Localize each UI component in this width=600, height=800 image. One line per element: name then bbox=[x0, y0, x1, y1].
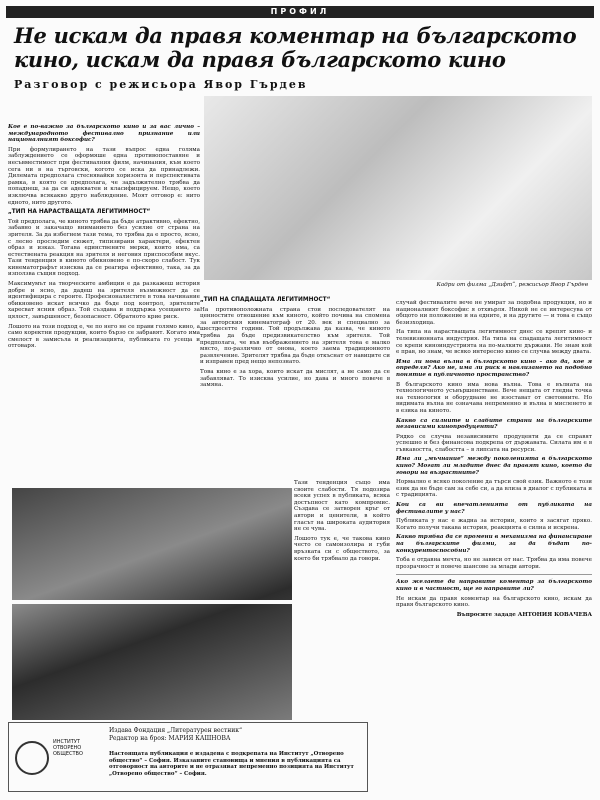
subtitle: Разговор с режисьора Явор Гърдев bbox=[14, 78, 308, 91]
divider bbox=[396, 574, 592, 575]
paragraph: Лошото тук е, че такова кино често се самоизолира и губи връзката си с обществото, за което би трябвало да говори. bbox=[294, 535, 390, 562]
article-column-2-continued bbox=[294, 480, 390, 714]
article-column-2 bbox=[200, 294, 390, 480]
logo-text: ИНСТИТУТ ОТВОРЕНО ОБЩЕСТВО bbox=[53, 739, 83, 757]
photo-separator bbox=[12, 600, 292, 604]
paragraph: Лошото на този подход е, че по него не се прави голямо кино, а само коректни продукции, които бързо се забравят. Когато има смелост в замисъла и реализацията, публиката го усеща и отговаря. bbox=[8, 323, 200, 350]
question: Ако желаете да направите коментар за българското кино и в частност, ще го направите ли? bbox=[396, 579, 592, 592]
paragraph: Той предполага, че киното трябва да бъде атрактивно, ефектно, забавно и закачащо вниманието без усилие от страна на зрителя. За да избегнем тази тема, то трябва да е просто, ясно, с лесно проследим сюжет, типизирани характери, ефектен образ и изказ. Тогава единствените мерки, които има, са естествената реакция на зрителя и неговия приспособим вкус. Тази тенденция в киното обикновено е по-скоро слабост. Тук кинематографът изисква да се реагира ефективно, така, за да използва същия подход. bbox=[8, 218, 200, 278]
paragraph: При формулирането на тази въпрос една голяма заблуждението се оформяше една противопоставяне и несъвместимост при фестивалния филм, начинания, към което сега ни в на търговски, когото се иска да принадлежи. Дилемата предполага стеснявайки хоризонта и перспективата рамка, в която се предполага, че задължително трябва да попаднеш, за да си адекватен и класифицируем. Нещо, което изключва всякакво друго наблюдение. Моят отговор е: нито едното, нито другото. bbox=[8, 146, 200, 206]
section-rubric: ПРОФИЛ bbox=[6, 6, 594, 18]
section-heading: „ТИП НА НАРАСТВАЩАТА ЛЕГИТИМНОСТ“ bbox=[8, 209, 151, 216]
headline: Не искам да правя коментар на българското кино, искам да правя българското кино bbox=[14, 23, 577, 72]
paragraph: В българското кино има нова вълна. Това е вълната на технологичното усъвършенстване. Вече нещата от гледна точка на технология и оборудване не изостават от световните. Но видимата вълна не означава непременно и вълна в мисленето и в езика на киното. bbox=[396, 381, 592, 414]
paragraph: Рядко се случва независимите продуценти да се справят успешно и без финансова подкрепа от държавата. Силата им е в гъвкавостта, слабостта – в липсата на ресурси. bbox=[396, 433, 592, 453]
film-still-top-photo bbox=[204, 96, 592, 280]
interviewer-signature: Въпросите зададе АНТОНИЯ КОВАЧЕВА bbox=[456, 611, 592, 618]
question: Кои са ви впечатленията от публиката на фестивалите у нас? bbox=[396, 502, 592, 515]
paragraph: Тоба е отдавна мечта, но не зависи от нас. Трябва да има повече прозрачност и повече шансове за млади автори. bbox=[396, 557, 592, 570]
paragraph: Това кино е за хора, които искат да мислят, а не само да се забавляват. То изисква усилие, но дава и много повече в замяна. bbox=[200, 368, 390, 389]
question: Има ли „мъчнание“ между поколенията в българското кино? Могат ли младите днес да правят кино, което да говори на възрастните? bbox=[396, 456, 592, 476]
section-heading: „ТИП НА СПАДАЩАТА ЛЕГИТИМНОСТ“ bbox=[200, 297, 331, 303]
paragraph: Нормално е всяко поколение да търси свой език. Важното е този език да не бъде сам за себе си, а да влиза в диалог с публиката и с традицията. bbox=[396, 479, 592, 499]
article-column-1 bbox=[8, 124, 200, 484]
paragraph: Тази тенденция също има своите слабости. Тя подозира всеки успех в публиката, всяка достъпност като компромис. Създава се затворен кръг от автори и ценители, в който гласът на широката аудитория не се чува. bbox=[294, 480, 390, 533]
question: Какво трябва да се промени в механизма на финансиране на българските филми, за да бъдат по-конкурентоспособни? bbox=[396, 534, 592, 554]
photo-caption: Кадри от филма „Дзифт“, режисьор Явор Гърдев bbox=[436, 282, 588, 288]
paragraph: случай фестивалите вече не умират за подобна продукция, но и националният боксофис я отхвърля. Никой не се интересува от общото ни положение и на едните, и на другите — и това е също безизходица. bbox=[396, 300, 592, 326]
film-still-bottom-photo bbox=[12, 488, 292, 720]
institute-logo-icon bbox=[15, 741, 49, 775]
paragraph: На типа на нарастващата легитимност днес се крепят кино- и телевизионната индустрия. На типа на спадащата легитимност се крепи киноиндустрията на по-малките държави. Не знам кой е прав, но знам, че всяко интересно кино се случва между двата. bbox=[396, 329, 592, 356]
question: Кое е по-важно за българското кино и за вас лично – международното фестивално признание или националният боксофис? bbox=[8, 124, 200, 144]
publisher-line: Издава Фондация „Литературен вестник“ bbox=[109, 727, 243, 734]
editor-line: Редактор на броя: МАРИЯ КАШНОВА bbox=[109, 735, 231, 742]
article-column-3 bbox=[396, 300, 592, 760]
paragraph: Не искам да правя коментар на българското кино, искам да правя българското кино. bbox=[396, 595, 592, 609]
paragraph: Публиката у нас е жадна за истории, които я засягат пряко. Когато получи такава история, реакцията е силна и искрена. bbox=[396, 518, 592, 531]
question: Какво са силните и слабите страни на българските независими кинопродуценти? bbox=[396, 417, 592, 431]
publisher-info bbox=[109, 727, 359, 743]
question: Има ли нова вълна в българското кино – ако да, кое я определя? Ако не, има ли риск в навлизането на подобно понятие в публичното пространство? bbox=[396, 358, 592, 378]
funding-notice: Настоящата публикация е издадена с подкрепата на Институт „Отворено общество“ – София. Изказаните становища и мнения в публикацията са отговорност на авторите и не отразяват непременно позицията на Институт „Отворено общество“ – София. bbox=[109, 751, 354, 777]
publisher-footer bbox=[8, 722, 368, 792]
paragraph: Максимумът на творческите амбиции е да разкажеш история добре и ясно, да дадеш на зрителя възможност да се идентифицира с героите. Професионалистите в това начинание обикновено искат всичко да бъде под контрол, зрителите харесват ясния образ. Той създава и поддържа усещането за цялост, завършеност, безопасност. Обратното крие риск. bbox=[8, 281, 200, 321]
paragraph: На противоположната страна стои последователят на ценностите отношение към киното, който почива на спомена за авторския кинематограф от 20. век и специално за шестдесетте години. Той продължава да казва, че киното трябва да бъде предизвикателство към зрителя. Той предполага, че във въображението на зрителя това е малко място, по-различно от онова, което заема традиционното развлечение. Зрителят трябва да бъде откъснат от навиците си и изправен пред нещо непознато. bbox=[200, 306, 390, 366]
